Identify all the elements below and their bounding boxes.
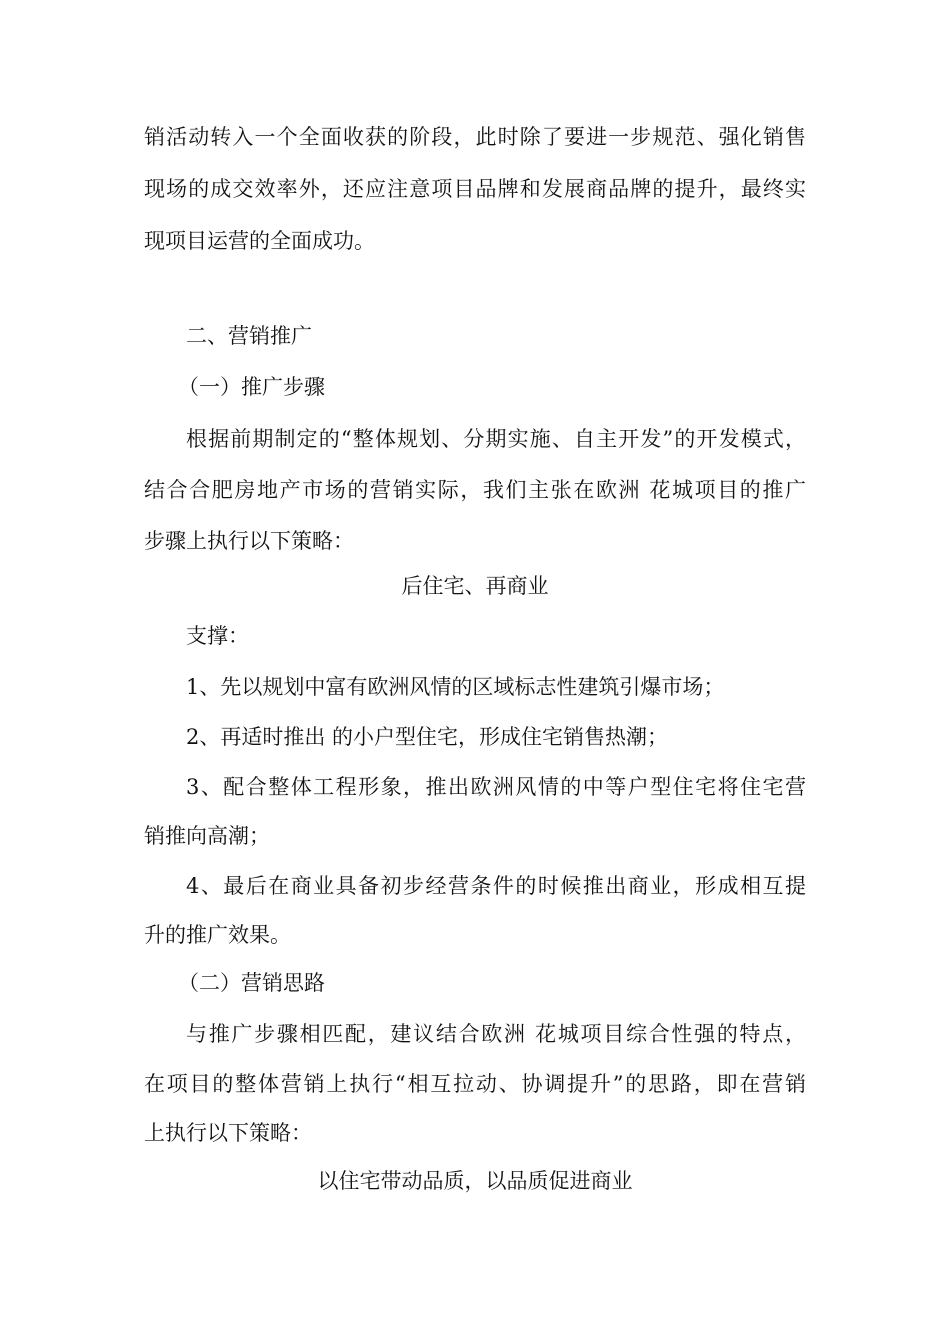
list-item-continuation: 升的推广效果。 bbox=[144, 923, 291, 947]
body-line: 根据前期制定的“整体规划、分期实施、自主开发”的开发模式， bbox=[186, 427, 806, 451]
body-line: 支撑： bbox=[186, 624, 249, 648]
list-item: 3、配合整体工程形象，推出欧洲风情的中等户型住宅将住宅营 bbox=[186, 775, 806, 799]
list-item: 1、先以规划中富有欧洲风情的区域标志性建筑引爆市场； bbox=[186, 675, 725, 699]
body-line: 销活动转入一个全面收获的阶段，此时除了要进一步规范、强化销售 bbox=[144, 125, 806, 149]
section-heading: 二、营销推广 bbox=[186, 324, 312, 348]
strategy-line: 以住宅带动品质，以品质促进商业 bbox=[317, 1169, 633, 1193]
body-line: 现场的成交效率外，还应注意项目品牌和发展商品牌的提升，最终实 bbox=[144, 177, 806, 201]
body-line: 步骤上执行以下策略： bbox=[144, 529, 354, 553]
subsection-heading: （二）营销思路 bbox=[178, 971, 325, 995]
body-line: 在项目的整体营销上执行“相互拉动、协调提升”的思路，即在营销 bbox=[144, 1072, 806, 1096]
strategy-line: 后住宅、再商业 bbox=[401, 574, 549, 598]
body-line: 与推广步骤相匹配，建议结合欧洲 花城项目综合性强的特点， bbox=[186, 1022, 806, 1046]
body-line: 现项目运营的全面成功。 bbox=[144, 229, 375, 253]
list-item-continuation: 销推向高潮； bbox=[144, 824, 270, 848]
list-item: 4、最后在商业具备初步经营条件的时候推出商业，形成相互提 bbox=[186, 874, 806, 898]
body-line: 结合合肥房地产市场的营销实际，我们主张在欧洲 花城项目的推广 bbox=[144, 478, 806, 502]
body-line: 上执行以下策略： bbox=[144, 1121, 312, 1145]
list-item: 2、再适时推出 的小户型住宅，形成住宅销售热潮； bbox=[186, 725, 669, 749]
subsection-heading: （一）推广步骤 bbox=[178, 375, 325, 399]
